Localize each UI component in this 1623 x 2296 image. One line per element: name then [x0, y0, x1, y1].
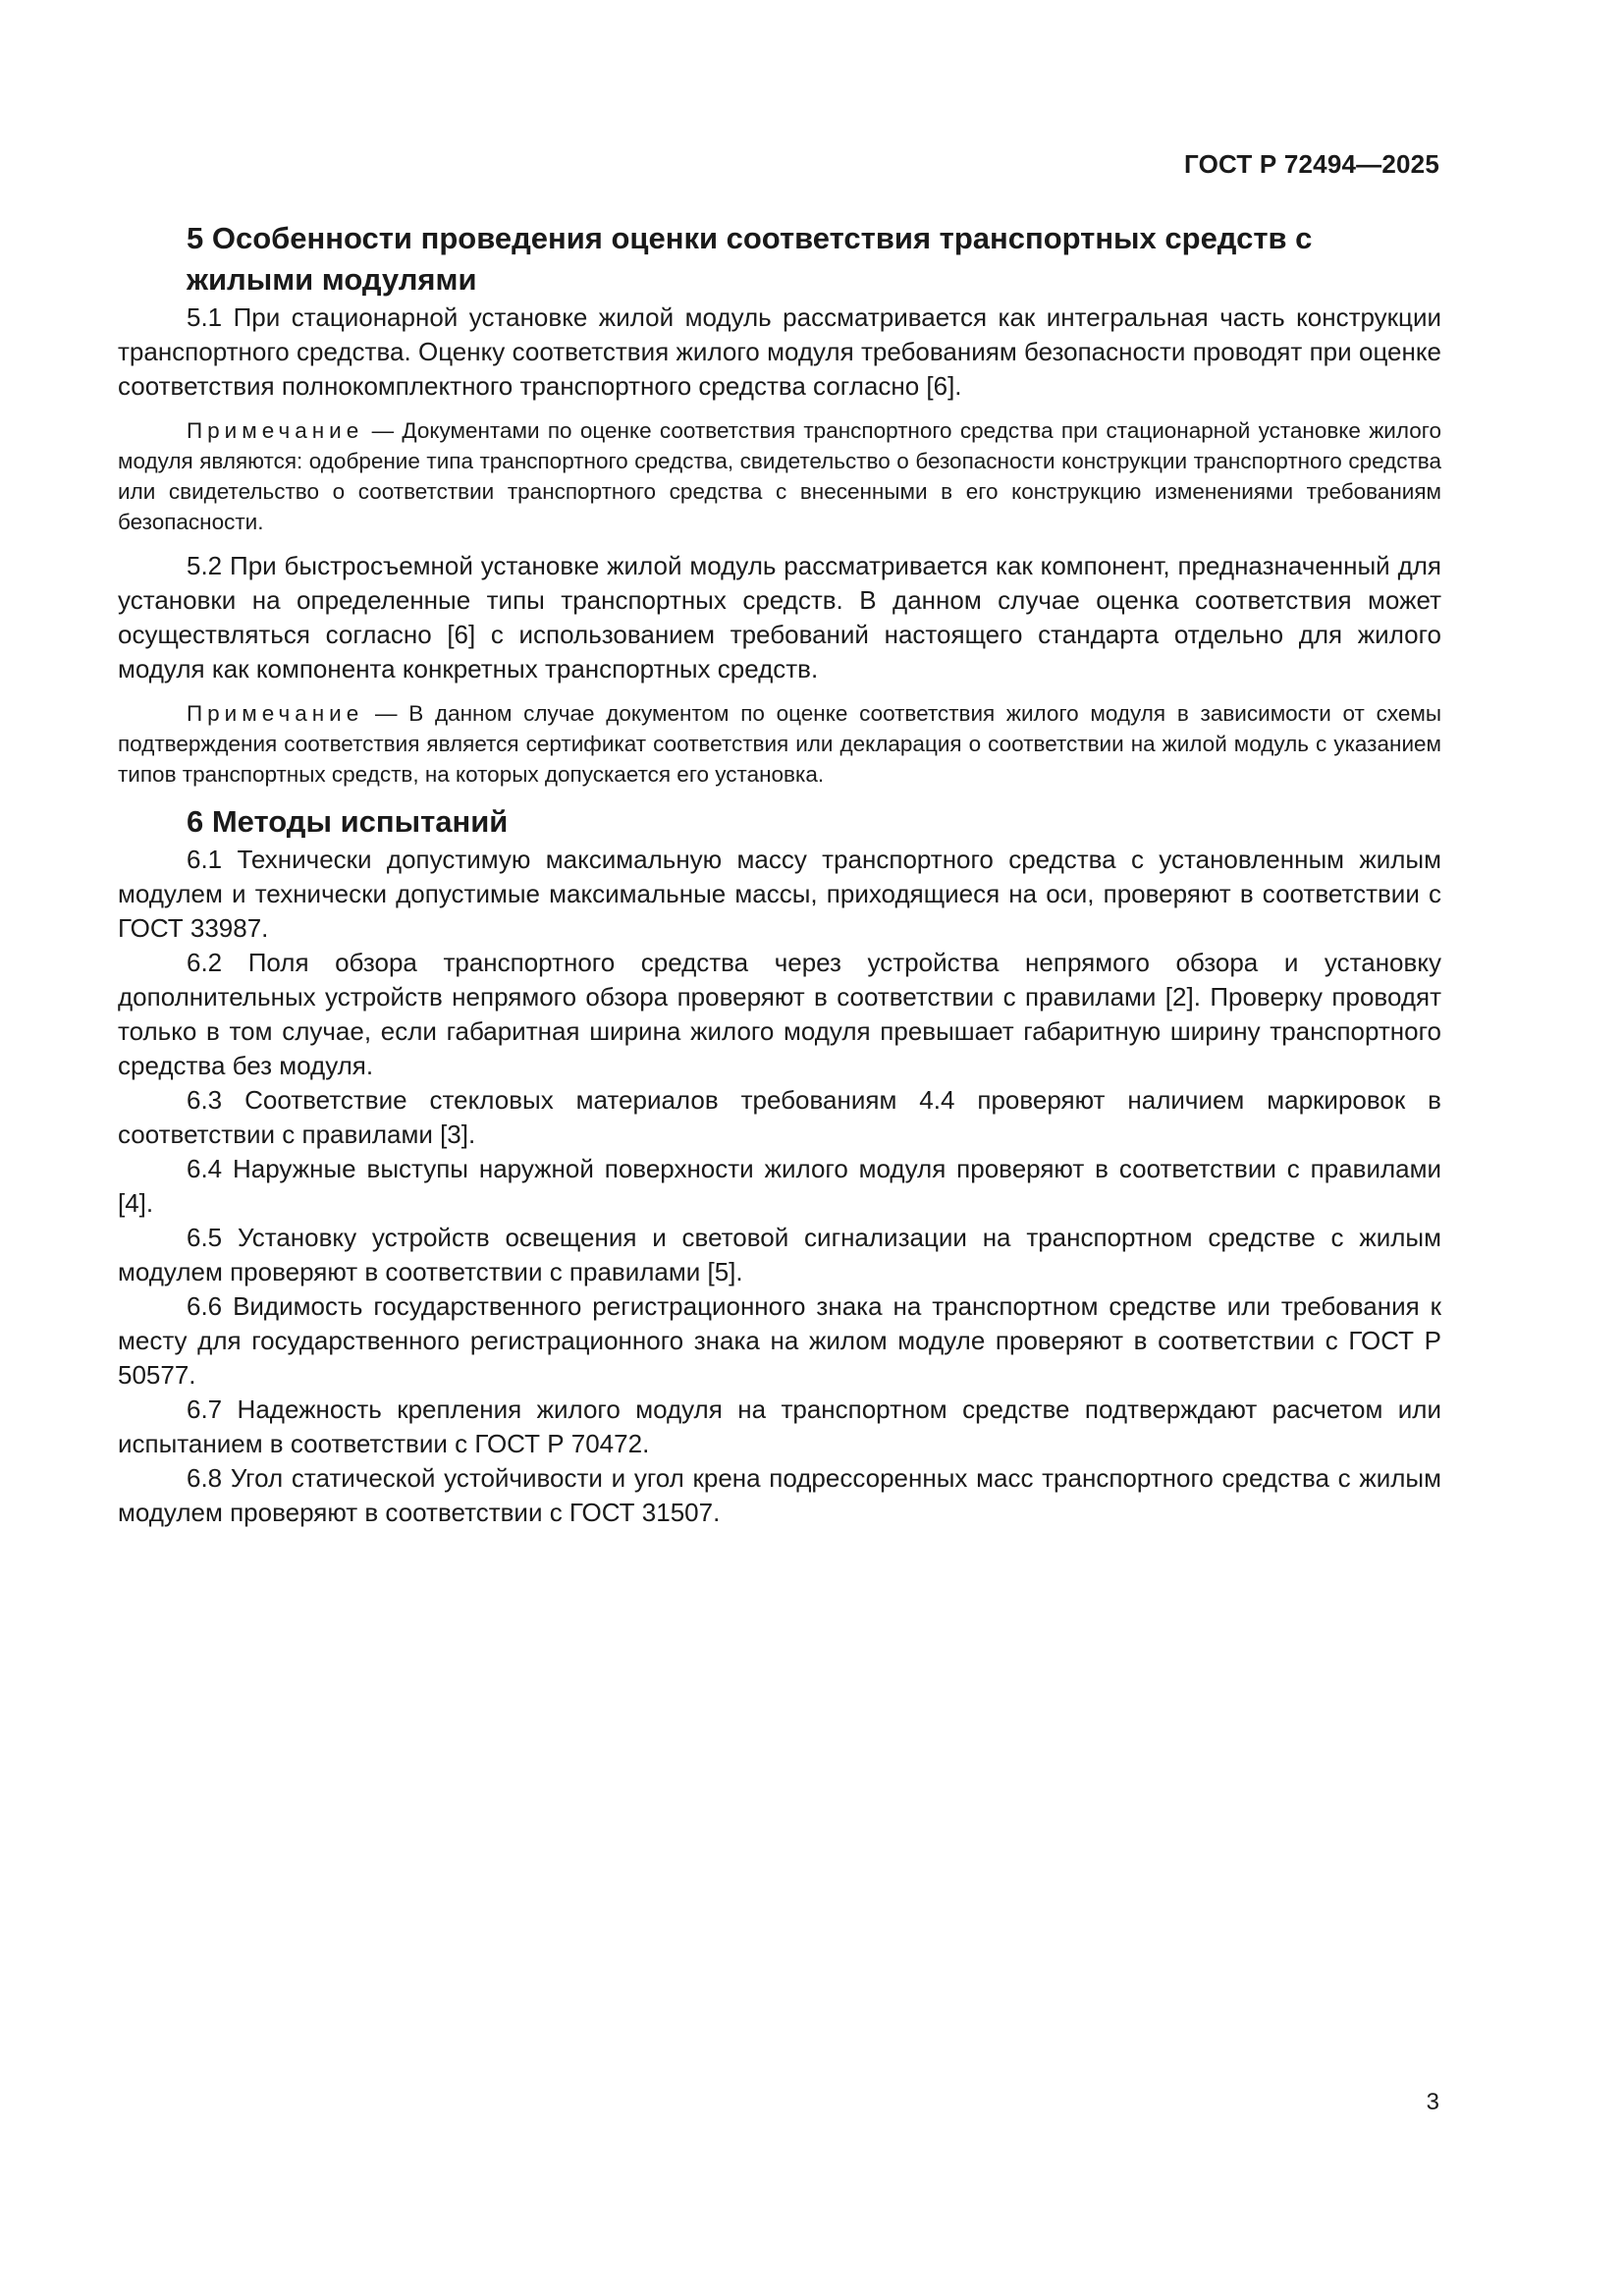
paragraph-6-5: 6.5 Установку устройств освещения и световой сигнализации на транспортном средстве с жилым модулем проверяют в соответствии с правилами [5]. — [118, 1223, 1441, 1286]
paragraph-6-6: 6.6 Видимость государственного регистрационного знака на транспортном средстве или требования к месту для государственного регистрационного знака на жилом модуле проверяют в соответствии с ГОСТ Р 50577. — [118, 1291, 1441, 1390]
note-1 — [118, 415, 1441, 537]
paragraph-6-8: 6.8 Угол статической устойчивости и угол крена подрессоренных масс транспортного средства с жилым модулем проверяют в соответствии с ГОСТ 31507. — [118, 1463, 1441, 1527]
note-text: — В данном случае документом по оценке соответствия жилого модуля в зависимости от схемы подтверждения соответствия является сертификат соответствия или декларация о соответствии на жилой модуль с указанием типов транспортных средств, на которых допускается его установка. — [118, 701, 1441, 787]
note-label: Примечание — [187, 418, 364, 443]
note-text: — Документами по оценке соответствия транспортного средства при стационарной установке жилого модуля являются: одобрение типа транспортного средства, свидетельство о безопасности конструкции транспортного средства или свидетельство о соответствии транспортного средства с внесенными в его конструкцию изменениями требованиям безопасности. — [118, 418, 1441, 534]
page-content — [118, 218, 1441, 1530]
note-label: Примечание — [187, 701, 364, 726]
note-2 — [118, 698, 1441, 790]
document-code: ГОСТ Р 72494—2025 — [1184, 149, 1439, 179]
section-5-heading: 5 Особенности проведения оценки соответствия транспортных средств с жилыми модулями — [187, 221, 1313, 297]
paragraph-6-2: 6.2 Поля обзора транспортного средства через устройства непрямого обзора и установку дополнительных устройств непрямого обзора проверяют в соответствии с правилами [2]. Проверку проводят только в том случае, если габаритная ширина жилого модуля превышает габаритную ширину транспортного средства без модуля. — [118, 948, 1441, 1080]
paragraph-6-4: 6.4 Наружные выступы наружной поверхности жилого модуля проверяют в соответствии с правилами [4]. — [118, 1154, 1441, 1218]
paragraph-6-7: 6.7 Надежность крепления жилого модуля на транспортном средстве подтверждают расчетом или испытанием в соответствии с ГОСТ Р 70472. — [118, 1394, 1441, 1458]
paragraph-5-2: 5.2 При быстросъемной установке жилой модуль рассматривается как компонент, предназначенный для установки на определенные типы транспортных средств. В данном случае оценка соответствия может осуществляться согласно [6] с использованием требований настоящего стандарта отдельно для жилого модуля как компонента конкретных транспортных средств. — [118, 551, 1441, 683]
paragraph-6-1: 6.1 Технически допустимую максимальную массу транспортного средства с установленным жилым модулем и технически допустимые максимальные массы, приходящиеся на оси, проверяют в соответствии с ГОСТ 33987. — [118, 845, 1441, 943]
page-number: 3 — [1426, 2089, 1439, 2115]
section-6-heading: 6 Методы испытаний — [187, 804, 509, 839]
paragraph-6-3: 6.3 Соответствие стекловых материалов требованиям 4.4 проверяют наличием маркировок в соответствии с правилами [3]. — [118, 1085, 1441, 1149]
paragraph-5-1: 5.1 При стационарной установке жилой модуль рассматривается как интегральная часть конструкции транспортного средства. Оценку соответствия жилого модуля требованиям безопасности проводят при оценке соответствия полнокомплектного транспортного средства согласно [6]. — [118, 302, 1441, 401]
